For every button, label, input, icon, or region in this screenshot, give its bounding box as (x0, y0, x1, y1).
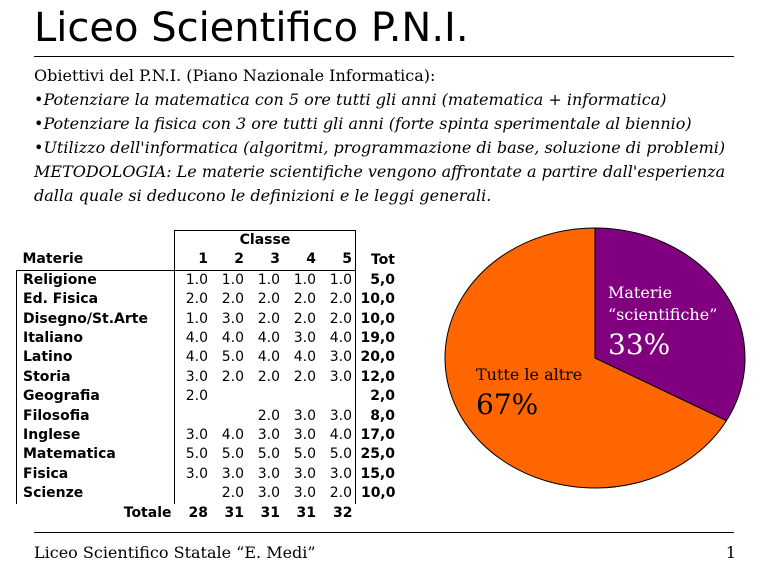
value-cell: 3.0 (175, 465, 212, 484)
value-cell: 4.0 (175, 329, 212, 348)
total-cell: 31 (296, 504, 316, 521)
value-cell: 1.0 (247, 270, 283, 290)
value-cell: 1.0 (283, 270, 319, 290)
table-row (17, 426, 399, 445)
col-header: 4 (306, 251, 316, 268)
value-cell: 3.0 (319, 368, 356, 387)
bullet-icon: • (34, 90, 44, 109)
value-cell: 2.0 (319, 484, 356, 503)
value-cell: 2.0 (175, 290, 212, 309)
page-number: 1 (725, 543, 736, 562)
table-row (17, 290, 399, 309)
total-cell: 28 (188, 504, 208, 521)
total-cell: 25,0 (360, 446, 395, 463)
value-cell: 4.0 (319, 426, 356, 445)
col-header: 2 (234, 251, 244, 268)
value-cell (175, 407, 212, 426)
table-row (17, 329, 399, 348)
col-header-total: Tot (370, 251, 395, 268)
value-cell: 3.0 (319, 407, 356, 426)
intro-text (34, 64, 744, 208)
value-cell: 2.0 (257, 310, 280, 327)
bullet-item: •Potenziare la fisica con 3 ore tutti gli anni (forte spinta sperimentale al biennio) (34, 114, 692, 133)
value-cell: 2.0 (293, 291, 316, 308)
value-cell: 4.0 (257, 349, 280, 366)
table-row (17, 368, 399, 387)
slice-percent-altre: 67% (476, 388, 539, 421)
value-cell (175, 484, 212, 503)
methodology-line: dalla quale si deducono le definizioni e le leggi generali. (34, 186, 492, 205)
table-row (17, 445, 399, 464)
value-cell (211, 387, 247, 406)
value-cell: 5.0 (257, 446, 280, 463)
total-cell: 20,0 (360, 349, 395, 366)
total-cell: 31 (260, 504, 280, 521)
bullet-icon: • (34, 114, 44, 133)
value-cell: 5.0 (293, 446, 316, 463)
value-cell: 5.0 (319, 445, 356, 464)
value-cell: 2.0 (221, 368, 244, 385)
total-cell: 2,0 (370, 388, 395, 405)
col-header: 3 (270, 251, 280, 268)
pie-chart (440, 226, 750, 496)
total-cell: 10,0 (360, 291, 395, 308)
value-cell: 2.0 (293, 368, 316, 385)
col-header: 5 (319, 250, 356, 270)
table-header-row (17, 250, 399, 270)
totals-row (17, 504, 399, 523)
intro-heading: Obiettivi del P.N.I. (Piano Nazionale Informatica): (34, 66, 436, 85)
methodology-line: METODOLOGIA: Le materie scientifiche vengono affrontate a partire dall'esperienza (34, 162, 726, 181)
slice-percent-scientifiche: 33% (608, 328, 671, 361)
subject-cell: Latino (17, 348, 175, 367)
total-cell: 31 (224, 504, 244, 521)
value-cell: 3.0 (175, 368, 212, 387)
value-cell: 4.0 (175, 348, 212, 367)
slice-label-altre: Tutte le altre (476, 365, 583, 384)
value-cell: 3.0 (221, 310, 244, 327)
total-cell: 10,0 (360, 310, 395, 327)
value-cell: 5.0 (221, 349, 244, 366)
table-row (17, 407, 399, 426)
value-cell: 2.0 (175, 387, 212, 406)
value-cell: 3.0 (319, 465, 356, 484)
value-cell: 3.0 (175, 426, 212, 445)
value-cell (283, 387, 319, 406)
table-row (17, 387, 399, 406)
classe-header: Classe (175, 231, 356, 251)
value-cell: 3.0 (257, 485, 280, 502)
subject-cell: Ed. Fisica (17, 290, 175, 309)
value-cell: 5.0 (175, 445, 212, 464)
bullet-item: •Utilizzo dell'informatica (algoritmi, programmazione di base, soluzione di problemi) (34, 138, 726, 157)
col-header-subject: Materie (17, 250, 175, 270)
table-row (17, 270, 399, 290)
subject-cell: Italiano (17, 329, 175, 348)
value-cell: 2.0 (221, 485, 244, 502)
subject-cell: Disegno/St.Arte (17, 310, 175, 329)
value-cell: 3.0 (293, 485, 316, 502)
subject-cell: Filosofia (17, 407, 175, 426)
total-cell: 8,0 (370, 407, 395, 424)
total-cell: 32 (333, 504, 353, 521)
total-cell: 12,0 (360, 368, 395, 385)
slice-label-scientifiche: Materie (608, 283, 673, 302)
value-cell: 2.0 (221, 291, 244, 308)
value-cell: 3.0 (257, 427, 280, 444)
total-label: Totale (123, 504, 172, 521)
value-cell: 2.0 (319, 290, 356, 309)
table-group-header-row (17, 231, 399, 251)
value-cell: 5.0 (221, 446, 244, 463)
bullet-icon: • (34, 138, 44, 157)
hours-table (16, 230, 399, 523)
value-cell: 1.0 (175, 270, 212, 290)
value-cell: 4.0 (257, 330, 280, 347)
total-cell: 17,0 (360, 427, 395, 444)
value-cell: 3.0 (293, 427, 316, 444)
title-divider (34, 56, 734, 57)
value-cell: 1.0 (211, 270, 247, 290)
subject-cell: Storia (17, 368, 175, 387)
value-cell: 3.0 (293, 465, 316, 482)
value-cell: 4.0 (221, 330, 244, 347)
value-cell: 3.0 (221, 465, 244, 482)
total-cell: 19,0 (360, 330, 395, 347)
value-cell (247, 387, 283, 406)
subject-cell: Fisica (17, 465, 175, 484)
value-cell: 3.0 (257, 465, 280, 482)
total-cell: 5,0 (370, 271, 395, 288)
value-cell: 2.0 (257, 407, 280, 424)
subject-cell: Religione (17, 270, 175, 290)
total-cell: 15,0 (360, 465, 395, 482)
table-row (17, 484, 399, 503)
slide-title: Liceo Scientifico P.N.I. (34, 5, 469, 51)
value-cell: 3.0 (293, 330, 316, 347)
value-cell (211, 407, 247, 426)
total-cell: 10,0 (360, 485, 396, 502)
value-cell: 2.0 (257, 368, 280, 385)
value-cell: 1.0 (319, 270, 356, 290)
value-cell: 3.0 (319, 348, 356, 367)
bullet-item: •Potenziare la matematica con 5 ore tutti gli anni (matematica + informatica) (34, 90, 667, 109)
value-cell: 3.0 (293, 407, 316, 424)
slice-label-scientifiche-2: “scientifiche” (608, 305, 718, 324)
subject-cell: Scienze (17, 484, 175, 503)
subject-cell: Matematica (17, 445, 175, 464)
table-row (17, 310, 399, 329)
footer-divider (34, 532, 734, 533)
footer-text: Liceo Scientifico Statale “E. Medi” (34, 543, 316, 562)
value-cell: 4.0 (221, 427, 244, 444)
value-cell: 2.0 (319, 310, 356, 329)
value-cell: 2.0 (257, 291, 280, 308)
table-row (17, 348, 399, 367)
subject-cell: Geografia (17, 387, 175, 406)
value-cell: 4.0 (319, 329, 356, 348)
value-cell (319, 387, 356, 406)
col-header: 1 (175, 250, 212, 270)
value-cell: 1.0 (175, 310, 212, 329)
value-cell: 2.0 (293, 310, 316, 327)
subject-cell: Inglese (17, 426, 175, 445)
value-cell: 4.0 (293, 349, 316, 366)
table-row (17, 465, 399, 484)
